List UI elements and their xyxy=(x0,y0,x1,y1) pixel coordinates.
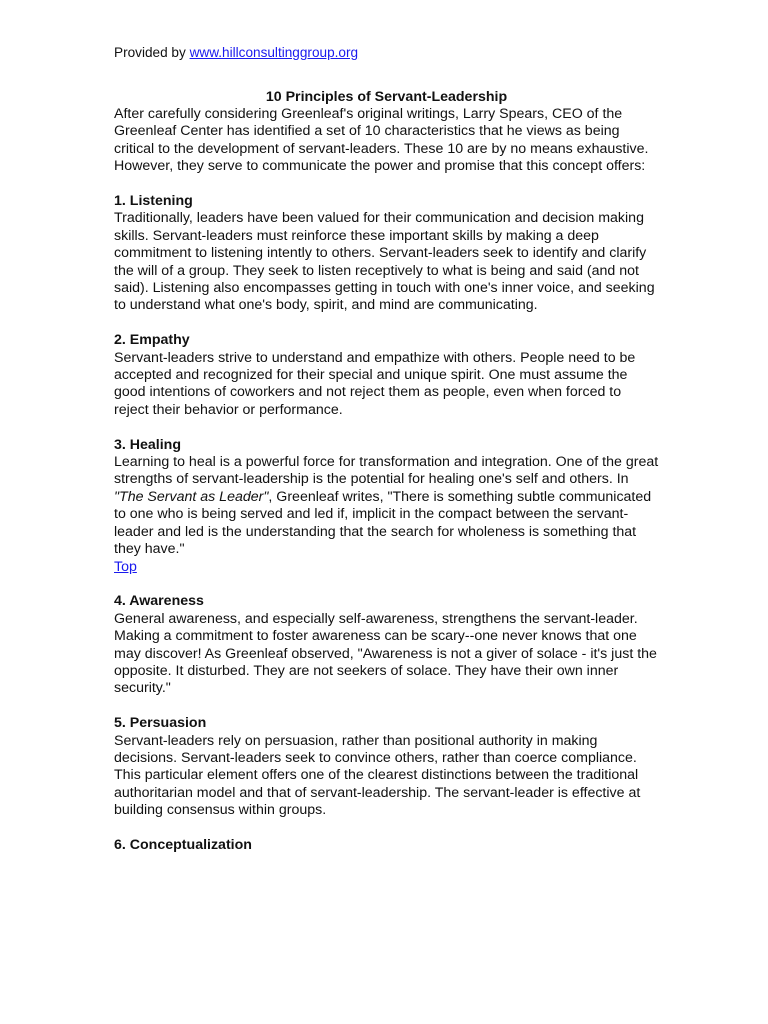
source-link[interactable]: www.hillconsultinggroup.org xyxy=(189,45,359,60)
section-empathy xyxy=(114,332,659,419)
section-body-start: Learning to heal is a powerful force for transformation and integration. One of the great strengths of servant-leadership is the potential for healing one's self and others. In xyxy=(114,454,659,488)
section-conceptualization xyxy=(114,837,659,854)
section-persuasion xyxy=(114,715,659,819)
section-heading: 5. Persuasion xyxy=(114,715,207,732)
section-body-end: , Greenleaf writes, "There is something subtle communicated to one who is being served and led if, implicit in the compact between the servant-leader and led is the understanding that the search for wholeness is something that they have." xyxy=(114,488,652,558)
section-body xyxy=(114,454,659,558)
section-awareness xyxy=(114,593,659,697)
section-heading: 2. Empathy xyxy=(114,332,190,349)
section-body: Servant-leaders rely on persuasion, rather than positional authority in making decisions. Servant-leaders seek to convince others, rather than coerce compliance. This particular element offers one of the clearest distinctions between the traditional authoritarian model and that of servant-leadership. The servant-leader is effective at building consensus within groups. xyxy=(114,732,641,819)
book-title-italic: "The Servant as Leader" xyxy=(114,488,269,505)
document-title: 10 Principles of Servant-Leadership xyxy=(265,89,508,105)
section-healing xyxy=(114,437,659,576)
section-body: Servant-leaders strive to understand and empathize with others. People need to be accepted and recognized for their special and unique spirit. One must assume the good intentions of coworkers and not reject them as people, even when forced to reject their behavior or performance. xyxy=(114,349,636,418)
section-heading: 3. Healing xyxy=(114,436,182,453)
section-heading: 4. Awareness xyxy=(114,593,204,610)
section-heading: 6. Conceptualization xyxy=(114,836,252,853)
top-link[interactable]: Top xyxy=(114,558,137,575)
intro-paragraph: After carefully considering Greenleaf's original writings, Larry Spears, CEO of the Greenleaf Center has identified a set of 10 characteristics that he views as being critical to the development of servant-leaders. These 10 are by no means exhaustive. However, they serve to communicate the power and promise that this concept offers: xyxy=(114,106,649,175)
section-heading: 1. Listening xyxy=(114,193,193,210)
document-body xyxy=(114,106,659,872)
section-listening xyxy=(114,193,659,315)
section-body: Traditionally, leaders have been valued for their communication and decision making skills. Servant-leaders must reinforce these important skills by making a deep commitment to listening intently to others. Servant-leaders seek to identify and clarify the will of a group. They seek to listen receptively to what is being and said (and not said). Listening also encompasses getting in touch with one's inner voice, and seeking to understand what one's body, spirit, and mind are communicating. xyxy=(114,210,655,314)
provided-by-label: Provided by xyxy=(114,45,190,60)
section-body: General awareness, and especially self-awareness, strengthens the servant-leader. Making a commitment to foster awareness can be scary--one never knows that one may discover! As Greenleaf observed, "Awareness is not a giver of solace - it's just the opposite. It disturbed. They are not seekers of solace. They have their own inner security." xyxy=(114,610,657,697)
provided-by-line xyxy=(114,44,358,61)
